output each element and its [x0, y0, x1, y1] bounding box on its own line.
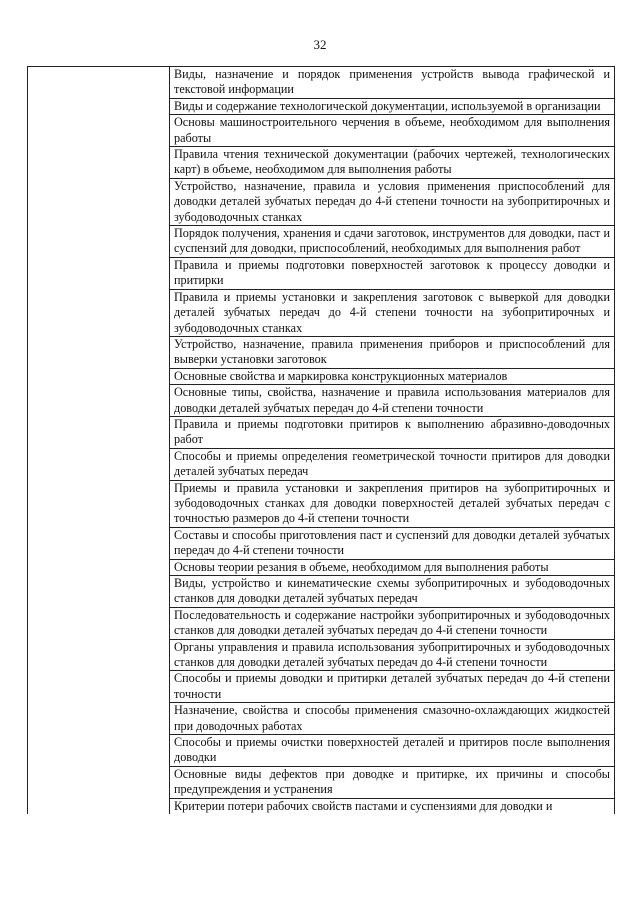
requirement-item: Виды, устройство и кинематические схемы зубопритирочных и зубодоводочных станков для доводки деталей зубчатых передач — [170, 576, 615, 608]
requirement-item: Составы и способы приготовления паст и суспензий для доводки деталей зубчатых передач до 4-й степени точности — [170, 527, 615, 559]
requirement-item: Основы теории резания в объеме, необходимом для выполнения работы — [170, 559, 615, 575]
requirement-item: Порядок получения, хранения и сдачи заготовок, инструментов для доводки, паст и суспензий для доводки, приспособлений, необходимых для выполнения работ — [170, 226, 615, 258]
requirements-table-body — [28, 67, 615, 814]
requirement-item-text: Критерии потери рабочих свойств пастами и суспензиями для доводки и — [174, 798, 553, 813]
requirement-item: Виды, назначение и порядок применения устройств вывода графической и текстовой информации — [170, 67, 615, 99]
requirement-item: Основы машиностроительного черчения в объеме, необходимом для выполнения работы — [170, 115, 615, 147]
requirement-item: Способы и приемы очистки поверхностей деталей и притиров после выполнения доводки — [170, 735, 615, 767]
requirement-item-continued — [170, 798, 615, 814]
requirement-item: Устройство, назначение, правила и условия применения приспособлений для доводки деталей зубчатых передач до 4-й степени точности на зубопритирочных и зубодоводочных станках — [170, 178, 615, 225]
table-row — [28, 67, 615, 99]
requirement-item: Правила и приемы подготовки притиров к выполнению абразивно-доводочных работ — [170, 416, 615, 448]
requirement-item: Основные виды дефектов при доводке и притирке, их причины и способы предупреждения и устранения — [170, 766, 615, 798]
requirement-item: Последовательность и содержание настройки зубопритирочных и зубодоводочных станков для доводки деталей зубчатых передач до 4-й степени точности — [170, 607, 615, 639]
requirement-item: Основные свойства и маркировка конструкционных материалов — [170, 368, 615, 384]
requirement-item: Органы управления и правила использования зубопритирочных и зубодоводочных станков для доводки деталей зубчатых передач до 4-й степени точности — [170, 639, 615, 671]
requirement-item: Правила чтения технической документации (рабочих чертежей, технологических карт) в объеме, необходимом для выполнения работы — [170, 147, 615, 179]
page-number: 32 — [313, 37, 327, 52]
requirement-item: Правила и приемы подготовки поверхностей заготовок к процессу доводки и притирки — [170, 257, 615, 289]
empty-label-cell — [28, 67, 170, 814]
requirement-item: Способы и приемы доводки и притирки деталей зубчатых передач до 4-й степени точности — [170, 671, 615, 703]
requirement-item: Основные типы, свойства, назначение и правила использования материалов для доводки деталей зубчатых передач до 4-й степени точности — [170, 385, 615, 417]
requirement-item: Правила и приемы установки и закрепления заготовок с выверкой для доводки деталей зубчатых передач до 4-й степени точности на зубопритирочных и зубодоводочных станках — [170, 289, 615, 336]
requirement-item: Виды и содержание технологической документации, используемой в организации — [170, 98, 615, 114]
requirement-item: Назначение, свойства и способы применения смазочно-охлаждающих жидкостей при доводочных работах — [170, 703, 615, 735]
requirement-item: Приемы и правила установки и закрепления притиров на зубопритирочных и зубодоводочных станках для доводки поверхностей деталей зубчатых передач с точностью размеров до 4-й степени точности — [170, 480, 615, 527]
requirements-table — [27, 66, 615, 814]
requirement-item: Способы и приемы определения геометрической точности притиров для доводки деталей зубчатых передач — [170, 448, 615, 480]
requirement-item: Устройство, назначение, правила применения приборов и приспособлений для выверки установки заготовок — [170, 336, 615, 368]
